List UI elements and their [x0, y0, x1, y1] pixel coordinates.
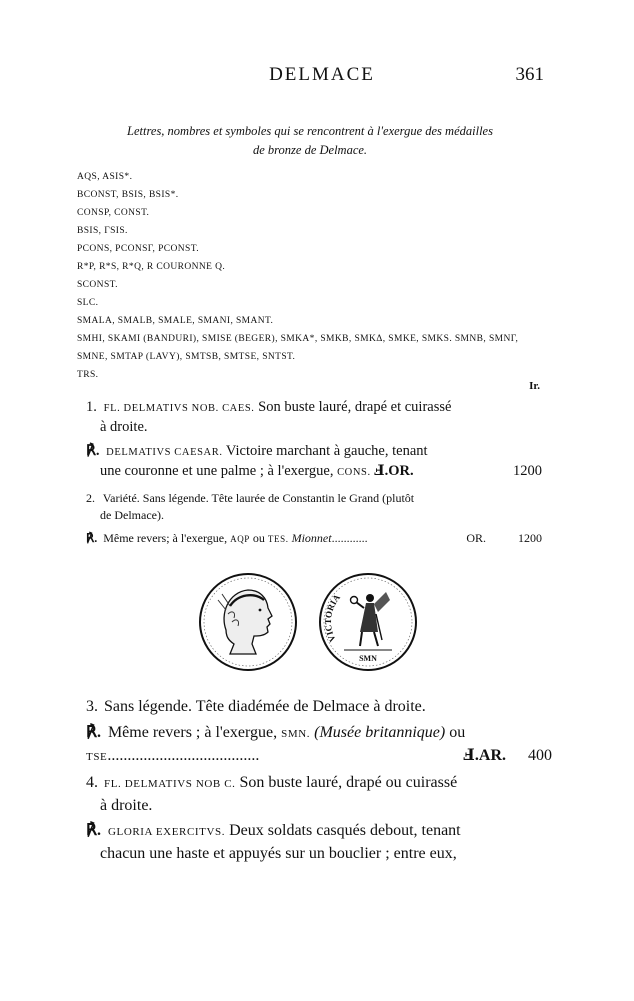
list-item: SMNΕ, SMTAP (LAVY), SMTSB, SMTSΕ, SNTST.: [77, 352, 296, 362]
obverse-legend: FL. DELMATIVS NOB C.: [104, 778, 236, 790]
list-item: SMHI, SKAMI (BANDURI), SMISE (BEGER), SMKA*, SMKB, SMKΔ, SMKΕ, SMKS. SMNB, SMNΓ,: [77, 334, 519, 344]
dot-leader: ......................................: [107, 747, 260, 764]
catalog-entry-4: [86, 772, 546, 817]
entry-description: Deux soldats casqués debout, tenant: [229, 822, 461, 839]
dot-leader: ............: [331, 531, 368, 545]
metal-rarity: OR.: [466, 531, 486, 545]
coin-exergue: SMN: [359, 654, 377, 663]
metal-rarity: Ⅎ.AR.: [463, 747, 506, 764]
catalog-entry-2: [86, 490, 546, 524]
catalog-entry-1: [86, 398, 546, 437]
margin-marker: Ir.: [529, 380, 540, 392]
section-intro: [60, 122, 560, 160]
metal-rarity: Ⅎ.OR.: [374, 463, 414, 479]
exergue-list: [77, 168, 557, 384]
entry-number: 3.: [86, 698, 98, 715]
list-item: PCONS, PCONSΓ, PCONST.: [77, 244, 199, 254]
price: 1200: [518, 531, 542, 545]
list-item: TRS.: [77, 370, 99, 380]
list-item: SLC.: [77, 298, 99, 308]
coin-illustrations: [0, 570, 634, 675]
entry-description: Même revers; à l'exergue,: [103, 531, 228, 545]
list-item: SMALA, SMALB, SMALΕ, SMANI, SMANT.: [77, 316, 274, 326]
entry-number: 1.: [86, 399, 97, 415]
obverse-legend: FL. DELMATIVS NOB. CAES.: [103, 403, 255, 414]
catalog-entry-3: [86, 696, 546, 718]
page-title: DELMACE: [269, 64, 375, 85]
intro-line: Lettres, nombres et symboles qui se rencontrent à l'exergue des médailles: [127, 124, 493, 138]
entry-continuation: une couronne et une palme ; à l'exergue,: [100, 463, 334, 479]
list-item: BCONST, BSIS, BSIS*.: [77, 190, 179, 200]
coin-legend: VICTORIA: [322, 592, 343, 644]
intro-line: de bronze de Delmace.: [252, 143, 368, 157]
reverse-legend: GLORIA EXERCITVS.: [107, 826, 226, 838]
entry-number: 2.: [86, 491, 95, 505]
list-item: SCONST.: [77, 280, 118, 290]
reverse-symbol: ℟.: [86, 443, 100, 459]
price: 400: [528, 747, 552, 764]
exergue-mark: TES.: [267, 534, 289, 544]
reverse-symbol: ℟.: [86, 822, 101, 839]
source-reference: (Musée britannique): [314, 724, 446, 741]
catalog-reverse-4: [86, 820, 546, 865]
conjunction: ou: [252, 531, 265, 545]
entry-number: 4.: [86, 774, 98, 791]
reverse-symbol: ℟.: [86, 724, 101, 741]
running-head: [0, 64, 634, 88]
exergue-mark: AQP: [230, 534, 250, 544]
conjunction: ou: [449, 724, 466, 741]
reverse-coin-image: [316, 570, 420, 674]
exergue-mark: SMN.: [281, 728, 311, 740]
page-number: 361: [515, 64, 544, 85]
entry-description: Son buste lauré, drapé et cuirassé: [258, 399, 452, 415]
entry-continuation: à droite.: [100, 419, 148, 435]
catalog-reverse-1: [86, 442, 546, 482]
entry-description: Même revers ; à l'exergue,: [107, 724, 278, 741]
obverse-coin-image: [196, 570, 300, 674]
list-item: CONSP, CONST.: [77, 208, 150, 218]
list-item: AQS, ASIS*.: [77, 172, 133, 182]
reverse-legend: DELMATIVS CAESAR.: [106, 447, 223, 458]
entry-description: Sans légende. Tête diadémée de Delmace à droite.: [104, 698, 426, 715]
price: 1200: [513, 463, 542, 479]
reverse-symbol: ℟.: [86, 531, 98, 545]
entry-continuation: chacun une haste et appuyés sur un bouclier ; entre eux,: [100, 845, 457, 862]
entry-continuation: de Delmace).: [100, 508, 164, 522]
catalog-reverse-3: [86, 722, 552, 768]
catalog-reverse-2: [86, 530, 546, 548]
list-item: BSIS, ΓSIS.: [77, 226, 128, 236]
exergue-mark: TSE: [86, 751, 108, 763]
entry-description: Variété. Sans légende. Tête laurée de Constantin le Grand (plutôt: [102, 491, 415, 505]
list-item: R*P, R*S, R*Q, R COURONNE Q.: [77, 262, 226, 272]
entry-description: Victoire marchant à gauche, tenant: [225, 443, 428, 459]
source-reference: Mionnet: [291, 531, 332, 545]
entry-description: Son buste lauré, drapé ou cuirassé: [239, 774, 458, 791]
exergue-mark: CONS.: [337, 467, 371, 478]
entry-continuation: à droite.: [100, 797, 153, 814]
